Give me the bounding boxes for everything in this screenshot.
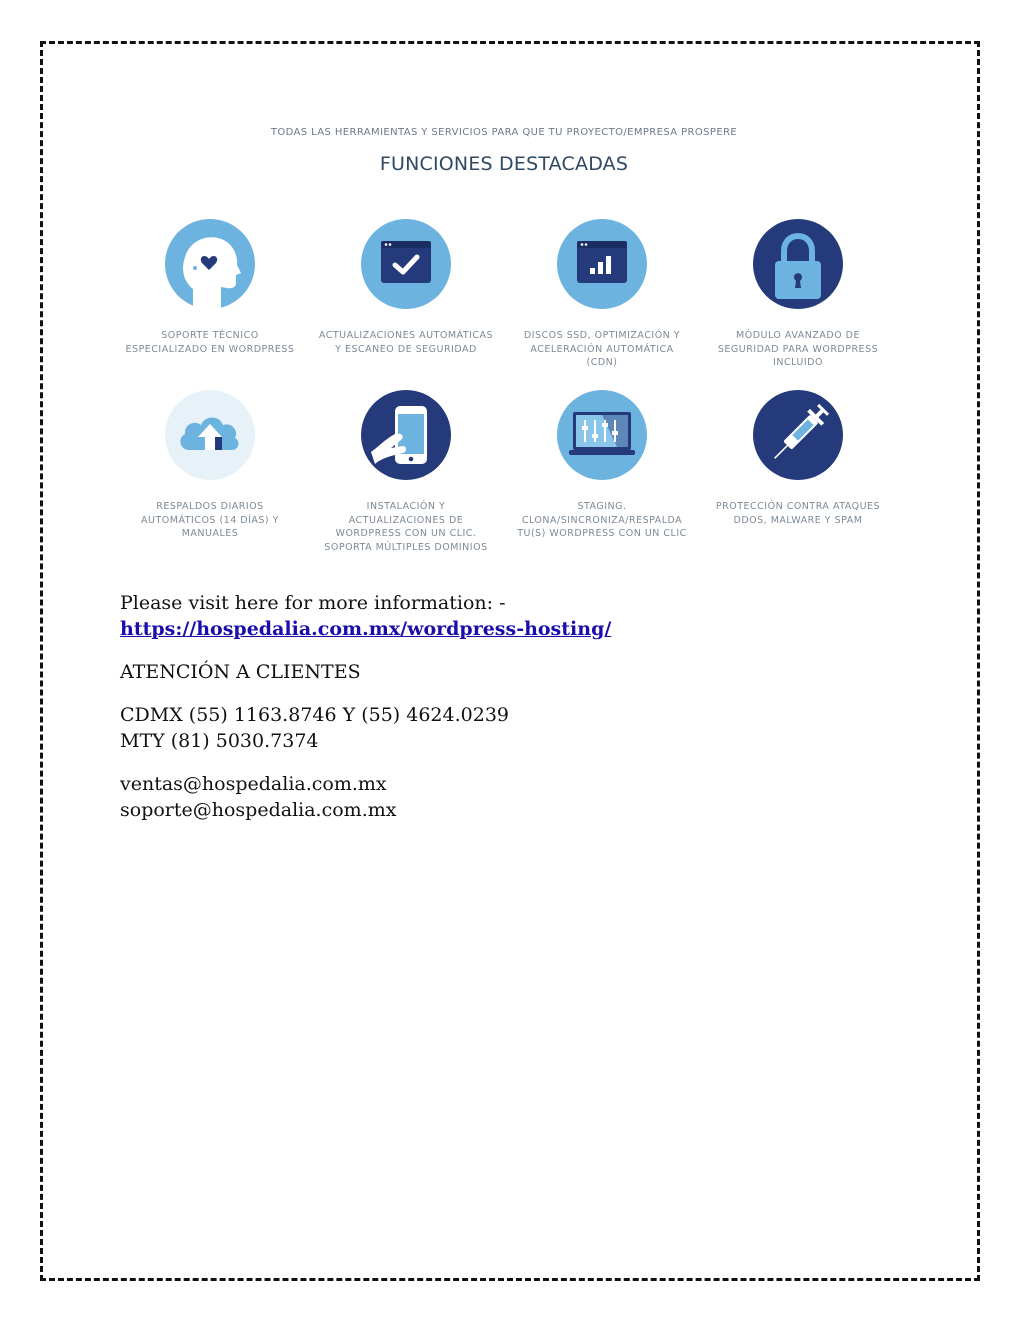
feature-security — [710, 219, 886, 370]
email-support: soporte@hospedalia.com.mx — [120, 799, 397, 821]
email-sales: ventas@hospedalia.com.mx — [120, 773, 387, 795]
hosting-link[interactable]: https://hospedalia.com.mx/wordpress-hosting/ — [120, 618, 612, 640]
phone-hand-icon — [361, 390, 451, 480]
feature-label: RESPALDOS DIARIOS AUTOMÁTICOS (14 DÍAS) Y MANUALES — [141, 501, 279, 539]
feature-label: STAGING. CLONA/SINCRONIZA/RESPALDA TU(S) WORDPRESS CON UN CLIC — [517, 501, 687, 539]
feature-ssd — [514, 219, 690, 370]
contact-heading: ATENCIÓN A CLIENTES — [120, 661, 361, 683]
section-subtitle: TODAS LAS HERRAMIENTAS Y SERVICIOS PARA QUE TU PROYECTO/EMPRESA PROSPERE — [270, 127, 738, 138]
feature-label: SOPORTE TÉCNICO ESPECIALIZADO EN WORDPRESS — [125, 330, 295, 355]
feature-label: DISCOS SSD, OPTIMIZACIÓN Y ACELERACIÓN AUTOMÁTICA (CDN) — [523, 330, 681, 368]
feature-label: ACTUALIZACIONES AUTOMÁTICAS Y ESCANEO DE SEGURIDAD — [318, 330, 494, 355]
feature-updates — [318, 219, 494, 356]
padlock-icon — [753, 219, 843, 309]
feature-label: INSTALACIÓN Y ACTUALIZACIONES DE WORDPRESS CON UN CLIC. SOPORTA MÚLTIPLES DOMINIOS — [324, 501, 488, 553]
phone-cdmx: CDMX (55) 1163.8746 Y (55) 4624.0239 — [120, 704, 509, 726]
syringe-icon — [753, 390, 843, 480]
info-prefix: Please visit here for more information: - — [120, 592, 506, 614]
section-title: FUNCIONES DESTACADAS — [379, 153, 629, 175]
feature-backups — [122, 390, 298, 541]
email-block — [120, 771, 910, 823]
phone-block — [120, 702, 910, 754]
feature-staging — [514, 390, 690, 541]
cloud-upload-icon — [165, 390, 255, 480]
support-head-heart-icon — [165, 219, 255, 309]
feature-label: PROTECCIÓN CONTRA ATAQUES DDOS, MALWARE Y SPAM — [715, 501, 881, 526]
info-paragraph — [120, 590, 910, 642]
laptop-sliders-icon — [557, 390, 647, 480]
phone-mty: MTY (81) 5030.7374 — [120, 730, 319, 752]
browser-chart-icon — [557, 219, 647, 309]
feature-support — [122, 219, 298, 356]
feature-protection — [710, 390, 886, 527]
browser-check-icon — [361, 219, 451, 309]
feature-label: MÓDULO AVANZADO DE SEGURIDAD PARA WORDPRESS INCLUIDO — [717, 330, 879, 368]
feature-install — [318, 390, 494, 554]
